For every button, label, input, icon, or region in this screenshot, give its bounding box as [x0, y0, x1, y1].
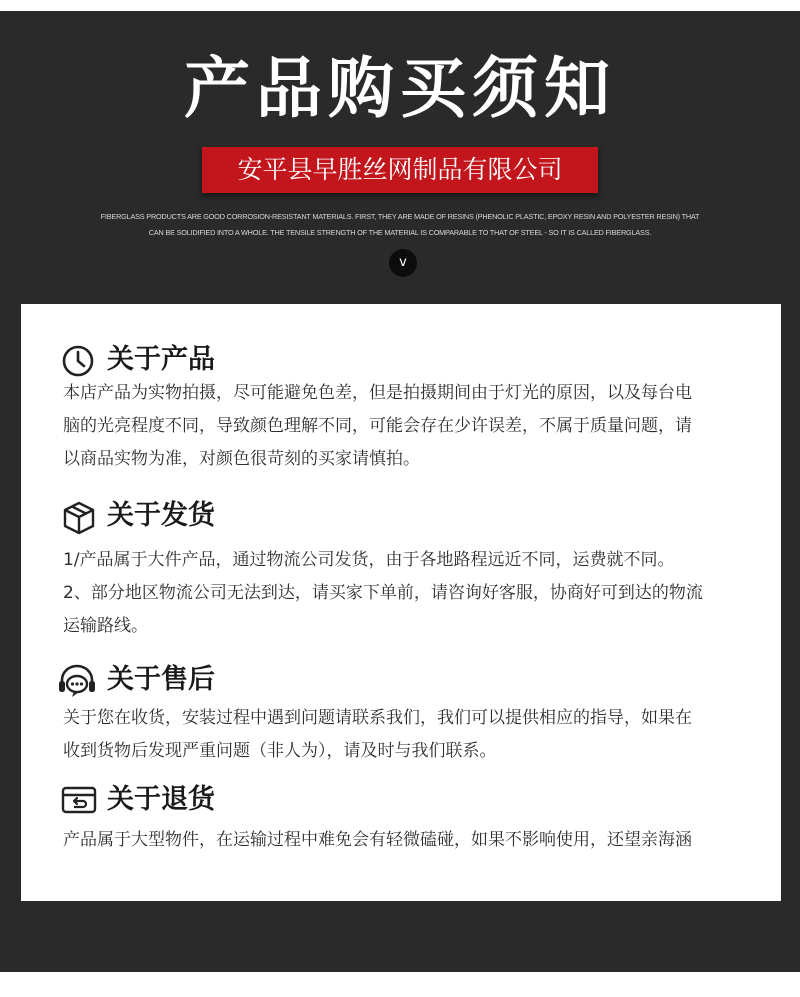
section-aftersales-text [63, 702, 763, 768]
section-title: 关于退货 [107, 784, 215, 815]
text-line: 本店产品为实物拍摄，尽可能避免色差，但是拍摄期间由于灯光的原因，以及每台电 [63, 383, 692, 403]
text-line: 收到货物后发现严重问题（非人为），请及时与我们联系。 [63, 741, 497, 761]
company-name-badge: 安平县早胜丝网制品有限公司 [202, 147, 598, 193]
return-icon [61, 784, 97, 816]
text-line: 1/产品属于大件产品，通过物流公司发货，由于各地路程远近不同，运费就不同。 [63, 550, 675, 570]
section-product-text [63, 377, 763, 476]
tagline-line-2: CAN BE SOLIDIFIED INTO A WHOLE. THE TENSILE STRENGTH OF THE MATERIAL IS COMPARABLE TO THAT OF STEEL - SO IT IS CALLED FIBERGLASS. [148, 228, 652, 237]
text-line: 关于您在收货，安装过程中遇到问题请联系我们，我们可以提供相应的指导，如果在 [63, 708, 692, 728]
section-returns-text [63, 824, 763, 857]
text-line: 2、部分地区物流公司无法到达，请买家下单前，请咨询好客服，协商好可到达的物流 [63, 583, 703, 603]
section-title: 关于售后 [107, 664, 215, 695]
text-line: 产品属于大型物件，在运输过程中难免会有轻微磕碰，如果不影响使用，还望亲海涵 [63, 830, 692, 850]
text-line: 以商品实物为准，对颜色很苛刻的买家请慎拍。 [63, 449, 420, 469]
box-icon [61, 500, 97, 536]
tagline-line-1: FIBERGLASS PRODUCTS ARE GOOD CORROSION-RESISTANT MATERIALS. FIRST, THEY ARE MADE OF RESINS (PHENOLIC PLASTIC, EPOXY RESIN AND POLYESTER RESIN) THAT [100, 212, 700, 221]
page-title: 产品购买须知 [184, 50, 616, 127]
text-line: 脑的光亮程度不同，导致颜色理解不同，可能会存在少许误差，不属于质量问题，请 [63, 416, 692, 436]
scroll-down-icon[interactable]: v [389, 249, 417, 277]
notice-card [21, 304, 781, 901]
text-line: 运输路线。 [63, 616, 148, 636]
headset-icon [57, 664, 97, 700]
section-title: 关于产品 [107, 344, 215, 375]
section-shipping-text [63, 544, 763, 643]
section-title: 关于发货 [107, 500, 215, 531]
fiberglass-tagline [80, 209, 720, 241]
clock-icon [61, 344, 95, 378]
